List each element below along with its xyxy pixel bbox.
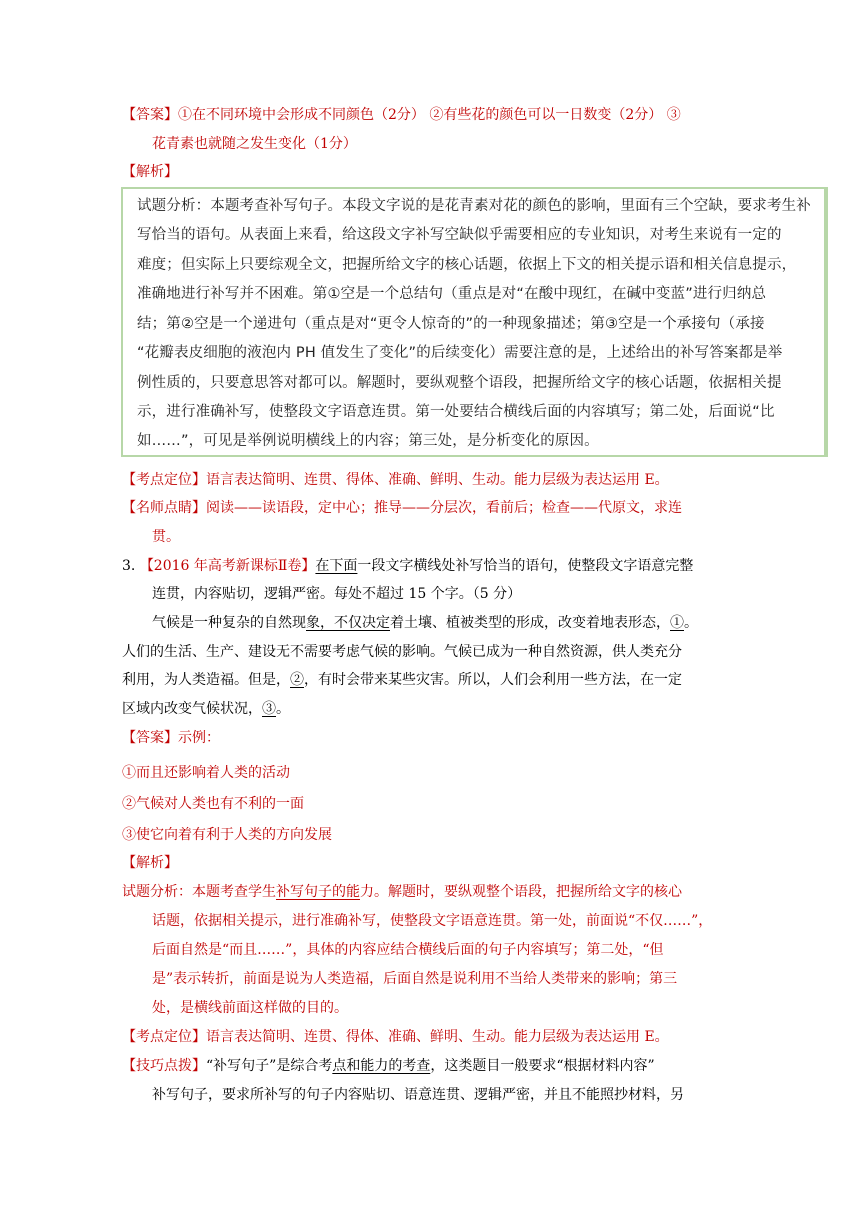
q2-mingshi-line-2: 贯。 [152,529,180,545]
jiqiao-underlined: 点和能力的考查 [332,1058,431,1074]
q3-stem-line-2: 连贯，内容贴切，逻辑严密。每处不超过 15 个字。（5 分） [152,586,522,602]
answer-item-3: ③使它向着有利于人类的方向发展 [122,827,332,843]
box-line: 如……”，可见是举例说明横线上的内容；第三处，是分析变化的原因。 [137,433,599,449]
passage-text: 。 [684,615,698,631]
jiqiao-tag: 【技巧点拨】 [122,1058,206,1074]
passage-underlined: 象，不仅决定 [306,615,390,631]
q3-analysis-line-2: 话题，依据相关提示，进行准确补写，使整段文字语意连贯。第一处，前面说“不仅……”， [152,913,713,929]
passage-text: 利用，为人类造福。但是， [122,672,290,688]
question-number: 3. [122,558,136,574]
passage-text: 气候是一种复杂的自然现 [152,615,306,631]
q3-passage-line-3 [122,670,682,690]
box-line: 例性质的，只要意思答对都可以。解题时，要纵观整个语段，把握所给文字的核心话题，依据相关提 [137,375,782,391]
q3-analysis-tag: 【解析】 [122,855,178,871]
passage-text: 。 [276,701,290,717]
q3-passage-line-2: 人们的生活、生产、建设无不需要考虑气候的影响。气候已成为一种自然资源，供人类充分 [122,644,682,660]
q3-stem-line-1 [122,556,693,576]
box-line: 结；第②空是一个递进句（重点是对“更令人惊奇的”的一种现象描述；第③空是一个承接句（承接 [137,316,765,332]
kaodian-tag: 【考点定位】 [122,1029,206,1045]
mingshi-text: 阅读——读语段，定中心；推导——分层次，看前后；检查——代原文，求连 [206,500,682,516]
q2-mingshi [122,498,682,518]
answer-intro: 示例： [178,730,220,746]
answer-item-1: ①而且还影响着人类的活动 [122,765,290,781]
jiqiao-text: ，这类题目一般要求“根据材料内容” [430,1058,655,1074]
question-source: 【2016 年高考新课标Ⅱ卷】 [139,558,316,574]
q2-answer-line-1 [122,105,681,125]
answer-item-2: ②气候对人类也有不利的一面 [122,796,304,812]
stem-underlined: 在下面 [315,558,358,574]
kaodian-text: 语言表达简明、连贯、得体、准确、鲜明、生动。能力层级为表达运用 E。 [206,472,669,488]
analysis-image-box [121,187,828,457]
blank-1: ① [670,615,684,631]
blank-3: ③ [262,701,276,717]
analysis-underlined: 补写句子的能 [276,884,360,900]
analysis-text: 试题分析：本题考查学生 [122,884,276,900]
passage-text: ，有时会带来某些灾害。所以，人们会利用一些方法，在一定 [304,672,682,688]
box-line: 示，进行准确补写，使整段文字语意连贯。第一处要结合横线后面的内容填写；第二处，后面说“比 [137,404,775,420]
kaodian-text: 语言表达简明、连贯、得体、准确、鲜明、生动。能力层级为表达运用 E。 [206,1029,669,1045]
q3-analysis-line-3: 后面自然是“而且……”，具体的内容应结合横线后面的句子内容填写；第二处，“但 [152,942,664,958]
q3-jiqiao [122,1056,655,1076]
q3-kaodian [122,1027,669,1047]
kaodian-tag: 【考点定位】 [122,472,206,488]
box-line: “花瓣表皮细胞的液泡内 PH 值发生了变化”的后续变化）需要注意的是，上述给出的补写答案都是举 [137,345,783,361]
box-line: 试题分析：本题考查补写句子。本段文字说的是花青素对花的颜色的影响，里面有三个空缺，要求考生补 [137,198,811,214]
box-line: 准确地进行补写并不困难。第①空是一个总结句（重点是对“在酸中现红，在碱中变蓝”进行归纳总 [137,286,767,302]
q2-kaodian [122,470,669,490]
answer-tag: 【答案】 [122,107,178,123]
box-line: 写恰当的语句。从表面上来看，给这段文字补写空缺似乎需要相应的专业知识，对考生来说有一定的 [137,227,782,243]
q3-analysis-line-1 [122,882,682,902]
blank-2: ② [290,672,304,688]
q3-analysis-line-5: 处，是横线前面这样做的目的。 [152,1000,348,1016]
passage-text: 区域内改变气候状况， [122,701,262,717]
passage-text: 着土壤、植被类型的形成，改变着地表形态， [390,615,670,631]
q3-answer-line [122,728,220,748]
stem-text: 一段文字横线处补写恰当的语句，使整段文字语意完整 [357,558,694,574]
q3-passage-line-1 [152,613,698,633]
q2-analysis-tag: 【解析】 [122,164,178,180]
analysis-text: 力。解题时，要纵观整个语段，把握所给文字的核心 [360,884,682,900]
q3-passage-line-4 [122,699,290,719]
answer-tag: 【答案】 [122,730,178,746]
mingshi-tag: 【名师点睛】 [122,500,206,516]
q3-jiqiao-line-2: 补写句子，要求所补写的句子内容贴切、语意连贯、逻辑严密，并且不能照抄材料，另 [152,1087,684,1103]
jiqiao-text: “补写句子”是综合考 [206,1058,333,1074]
q2-answer-line-2: 花青素也就随之发生变化（1分） [152,136,357,152]
box-line: 难度；但实际上只要综观全文，把握所给文字的核心话题，依据上下文的相关提示语和相关信息提示， [137,257,797,273]
q3-analysis-line-4: 是”表示转折，前面是说为人类造福，后面自然是说利用不当给人类带来的影响；第三 [152,971,678,987]
answer-text: ①在不同环境中会形成不同颜色（2分） ②有些花的颜色可以一日数变（2分） ③ [178,107,681,123]
